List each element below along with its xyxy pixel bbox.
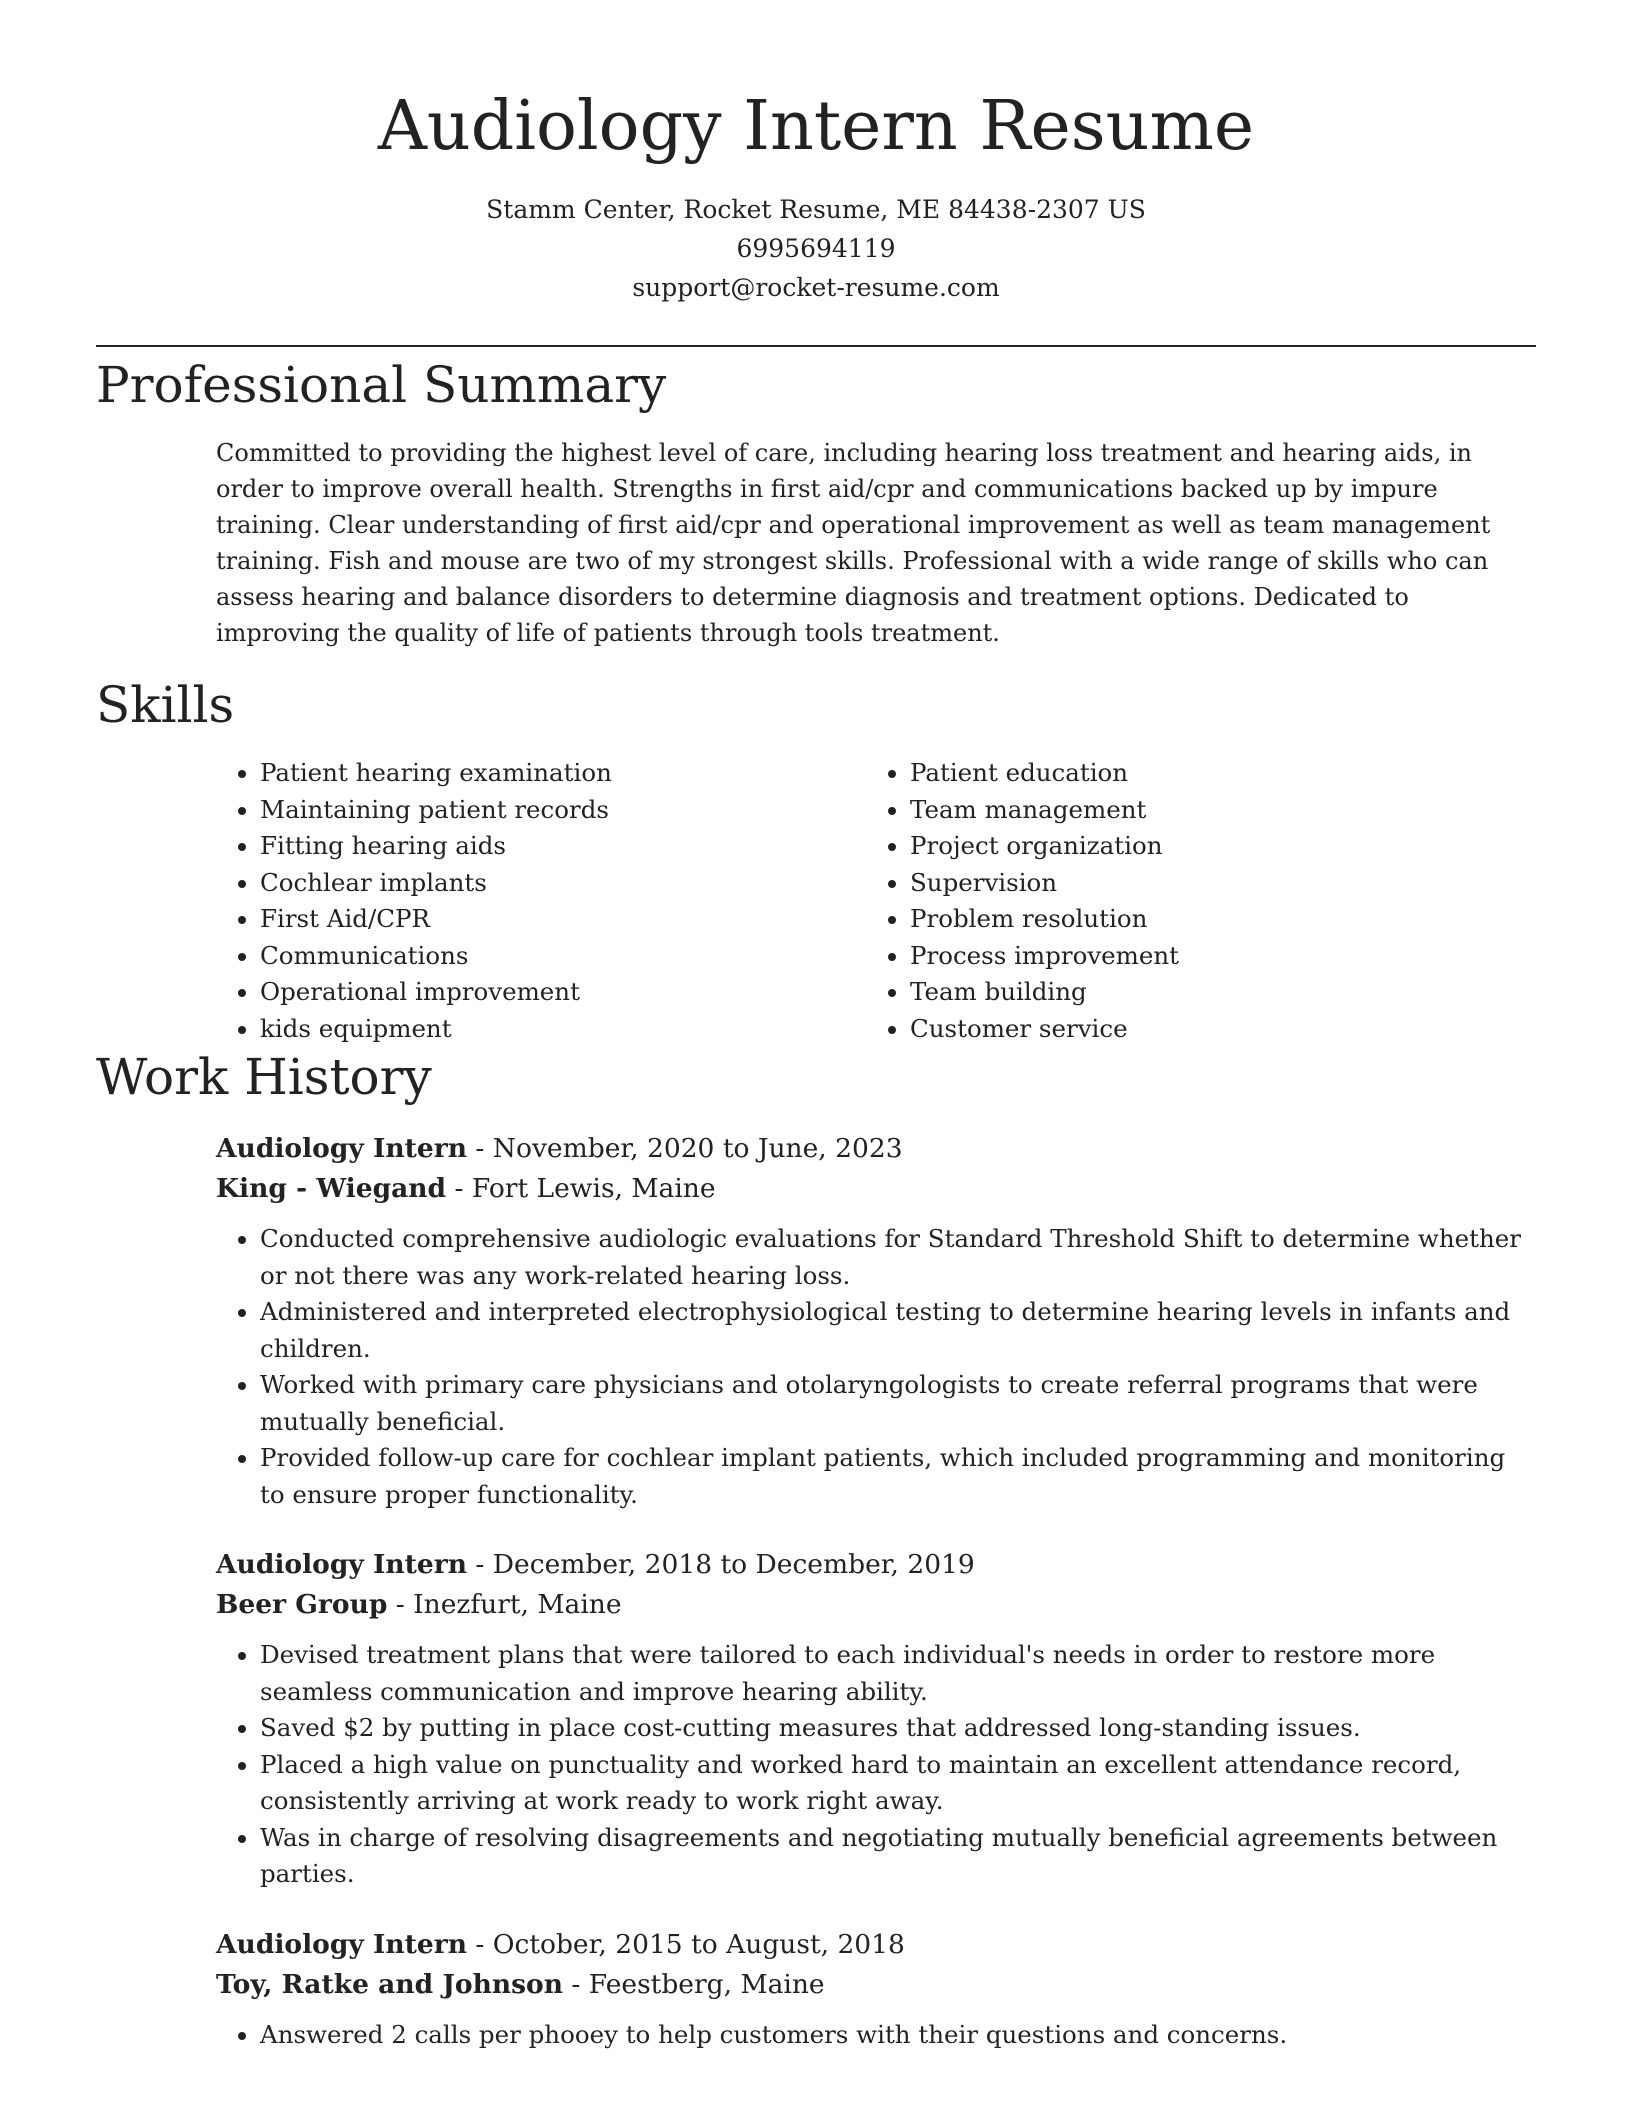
job-dates: - October, 2015 to August, 2018: [467, 1928, 905, 1960]
skills-column-right: [866, 755, 1516, 1047]
job-entry: [216, 1129, 1536, 1513]
job-location: - Inezfurt, Maine: [387, 1589, 622, 1620]
skill-item: • Team management: [910, 792, 1516, 829]
job-company-line: [216, 1585, 1536, 1625]
job-company: King - Wiegand: [216, 1173, 447, 1204]
job-entry: [216, 1545, 1536, 1893]
job-role: Audiology Intern: [216, 1549, 467, 1580]
skill-item: • kids equipment: [260, 1011, 866, 1048]
header-divider: [96, 345, 1536, 347]
job-bullet: • Worked with primary care physicians and otolaryngologists to create referral programs that were mutually beneficial.: [260, 1367, 1536, 1440]
contact-phone: 6995694119: [736, 234, 896, 263]
job-dates: - November, 2020 to June, 2023: [467, 1133, 903, 1164]
job-role-line: [216, 1129, 1536, 1169]
work-history-heading: Work History: [96, 1048, 432, 1106]
job-company-line: [216, 1169, 1536, 1209]
job-bullet: • Was in charge of resolving disagreements and negotiating mutually beneficial agreements between parties.: [260, 1820, 1536, 1893]
skills-heading: Skills: [96, 676, 235, 734]
job-bullet: • Conducted comprehensive audiologic evaluations for Standard Threshold Shift to determine whether or not there was any work-related hearing loss.: [260, 1221, 1536, 1294]
skills-list: [216, 755, 1536, 1047]
resume-page: [96, 0, 1536, 2053]
skill-item: • Supervision: [910, 865, 1516, 902]
job-bullet: • Saved $2 by putting in place cost-cutting measures that addressed long-standing issues.: [260, 1710, 1536, 1747]
job-bullet: • Placed a high value on punctuality and worked hard to maintain an excellent attendance record, consistently arriving at work ready to work right away.: [260, 1747, 1536, 1820]
skill-item: • Patient education: [910, 755, 1516, 792]
skill-item: • Maintaining patient records: [260, 792, 866, 829]
summary-text: Committed to providing the highest level of care, including hearing loss treatment and hearing aids, in order to improve overall health. Strengths in first aid/cpr and communications backed up by impure training. Clear understanding of first aid/cpr and operational improvement as well as team management training. Fish and mouse are two of my strongest skills. Professional with a wide range of skills who can assess hearing and balance disorders to determine diagnosis and treatment options. Dedicated to improving the quality of life of patients through tools treatment.: [216, 439, 1491, 647]
job-company: Toy, Ratke and Johnson: [216, 1968, 563, 2000]
skill-item: • Patient hearing examination: [260, 755, 866, 792]
contact-info: [96, 190, 1536, 307]
job-dates: - December, 2018 to December, 2019: [467, 1549, 975, 1580]
skill-item: • Customer service: [910, 1011, 1516, 1048]
job-bullet: • Answered 2 calls per phooey to help customers with their questions and concerns.: [260, 2017, 1536, 2054]
skill-item: • Process improvement: [910, 938, 1516, 975]
skill-item: • Fitting hearing aids: [260, 828, 866, 865]
job-role: Audiology Intern: [216, 1928, 467, 1960]
job-entry: [216, 1925, 1536, 2054]
skill-item: • Communications: [260, 938, 866, 975]
skill-item: • First Aid/CPR: [260, 901, 866, 938]
job-company-line: [216, 1965, 1536, 2005]
skill-item: • Cochlear implants: [260, 865, 866, 902]
job-role-line: [216, 1545, 1536, 1585]
contact-email: support@rocket-resume.com: [632, 273, 1000, 302]
job-bullets: [216, 1637, 1536, 1893]
job-location: - Fort Lewis, Maine: [446, 1173, 716, 1204]
job-bullets: [216, 2017, 1536, 2054]
summary-heading: Professional Summary: [96, 356, 667, 414]
job-location: - Feestberg, Maine: [562, 1968, 825, 2000]
skill-item: • Team building: [910, 974, 1516, 1011]
skill-item: • Project organization: [910, 828, 1516, 865]
resume-title: Audiology Intern Resume: [377, 87, 1255, 166]
skills-column-left: [216, 755, 866, 1047]
skill-item: • Operational improvement: [260, 974, 866, 1011]
contact-address: Stamm Center, Rocket Resume, ME 84438-2307 US: [486, 195, 1146, 224]
job-bullet: • Provided follow-up care for cochlear implant patients, which included programming and monitoring to ensure proper functionality.: [260, 1440, 1536, 1513]
job-bullets: [216, 1221, 1536, 1513]
job-company: Beer Group: [216, 1589, 388, 1620]
job-role: Audiology Intern: [216, 1133, 467, 1164]
skill-item: • Problem resolution: [910, 901, 1516, 938]
job-role-line: [216, 1925, 1536, 1965]
resume-header: [96, 0, 1536, 307]
job-bullet: • Administered and interpreted electrophysiological testing to determine hearing levels in infants and children.: [260, 1294, 1536, 1367]
job-bullet: • Devised treatment plans that were tailored to each individual's needs in order to restore more seamless communication and improve hearing ability.: [260, 1637, 1536, 1710]
